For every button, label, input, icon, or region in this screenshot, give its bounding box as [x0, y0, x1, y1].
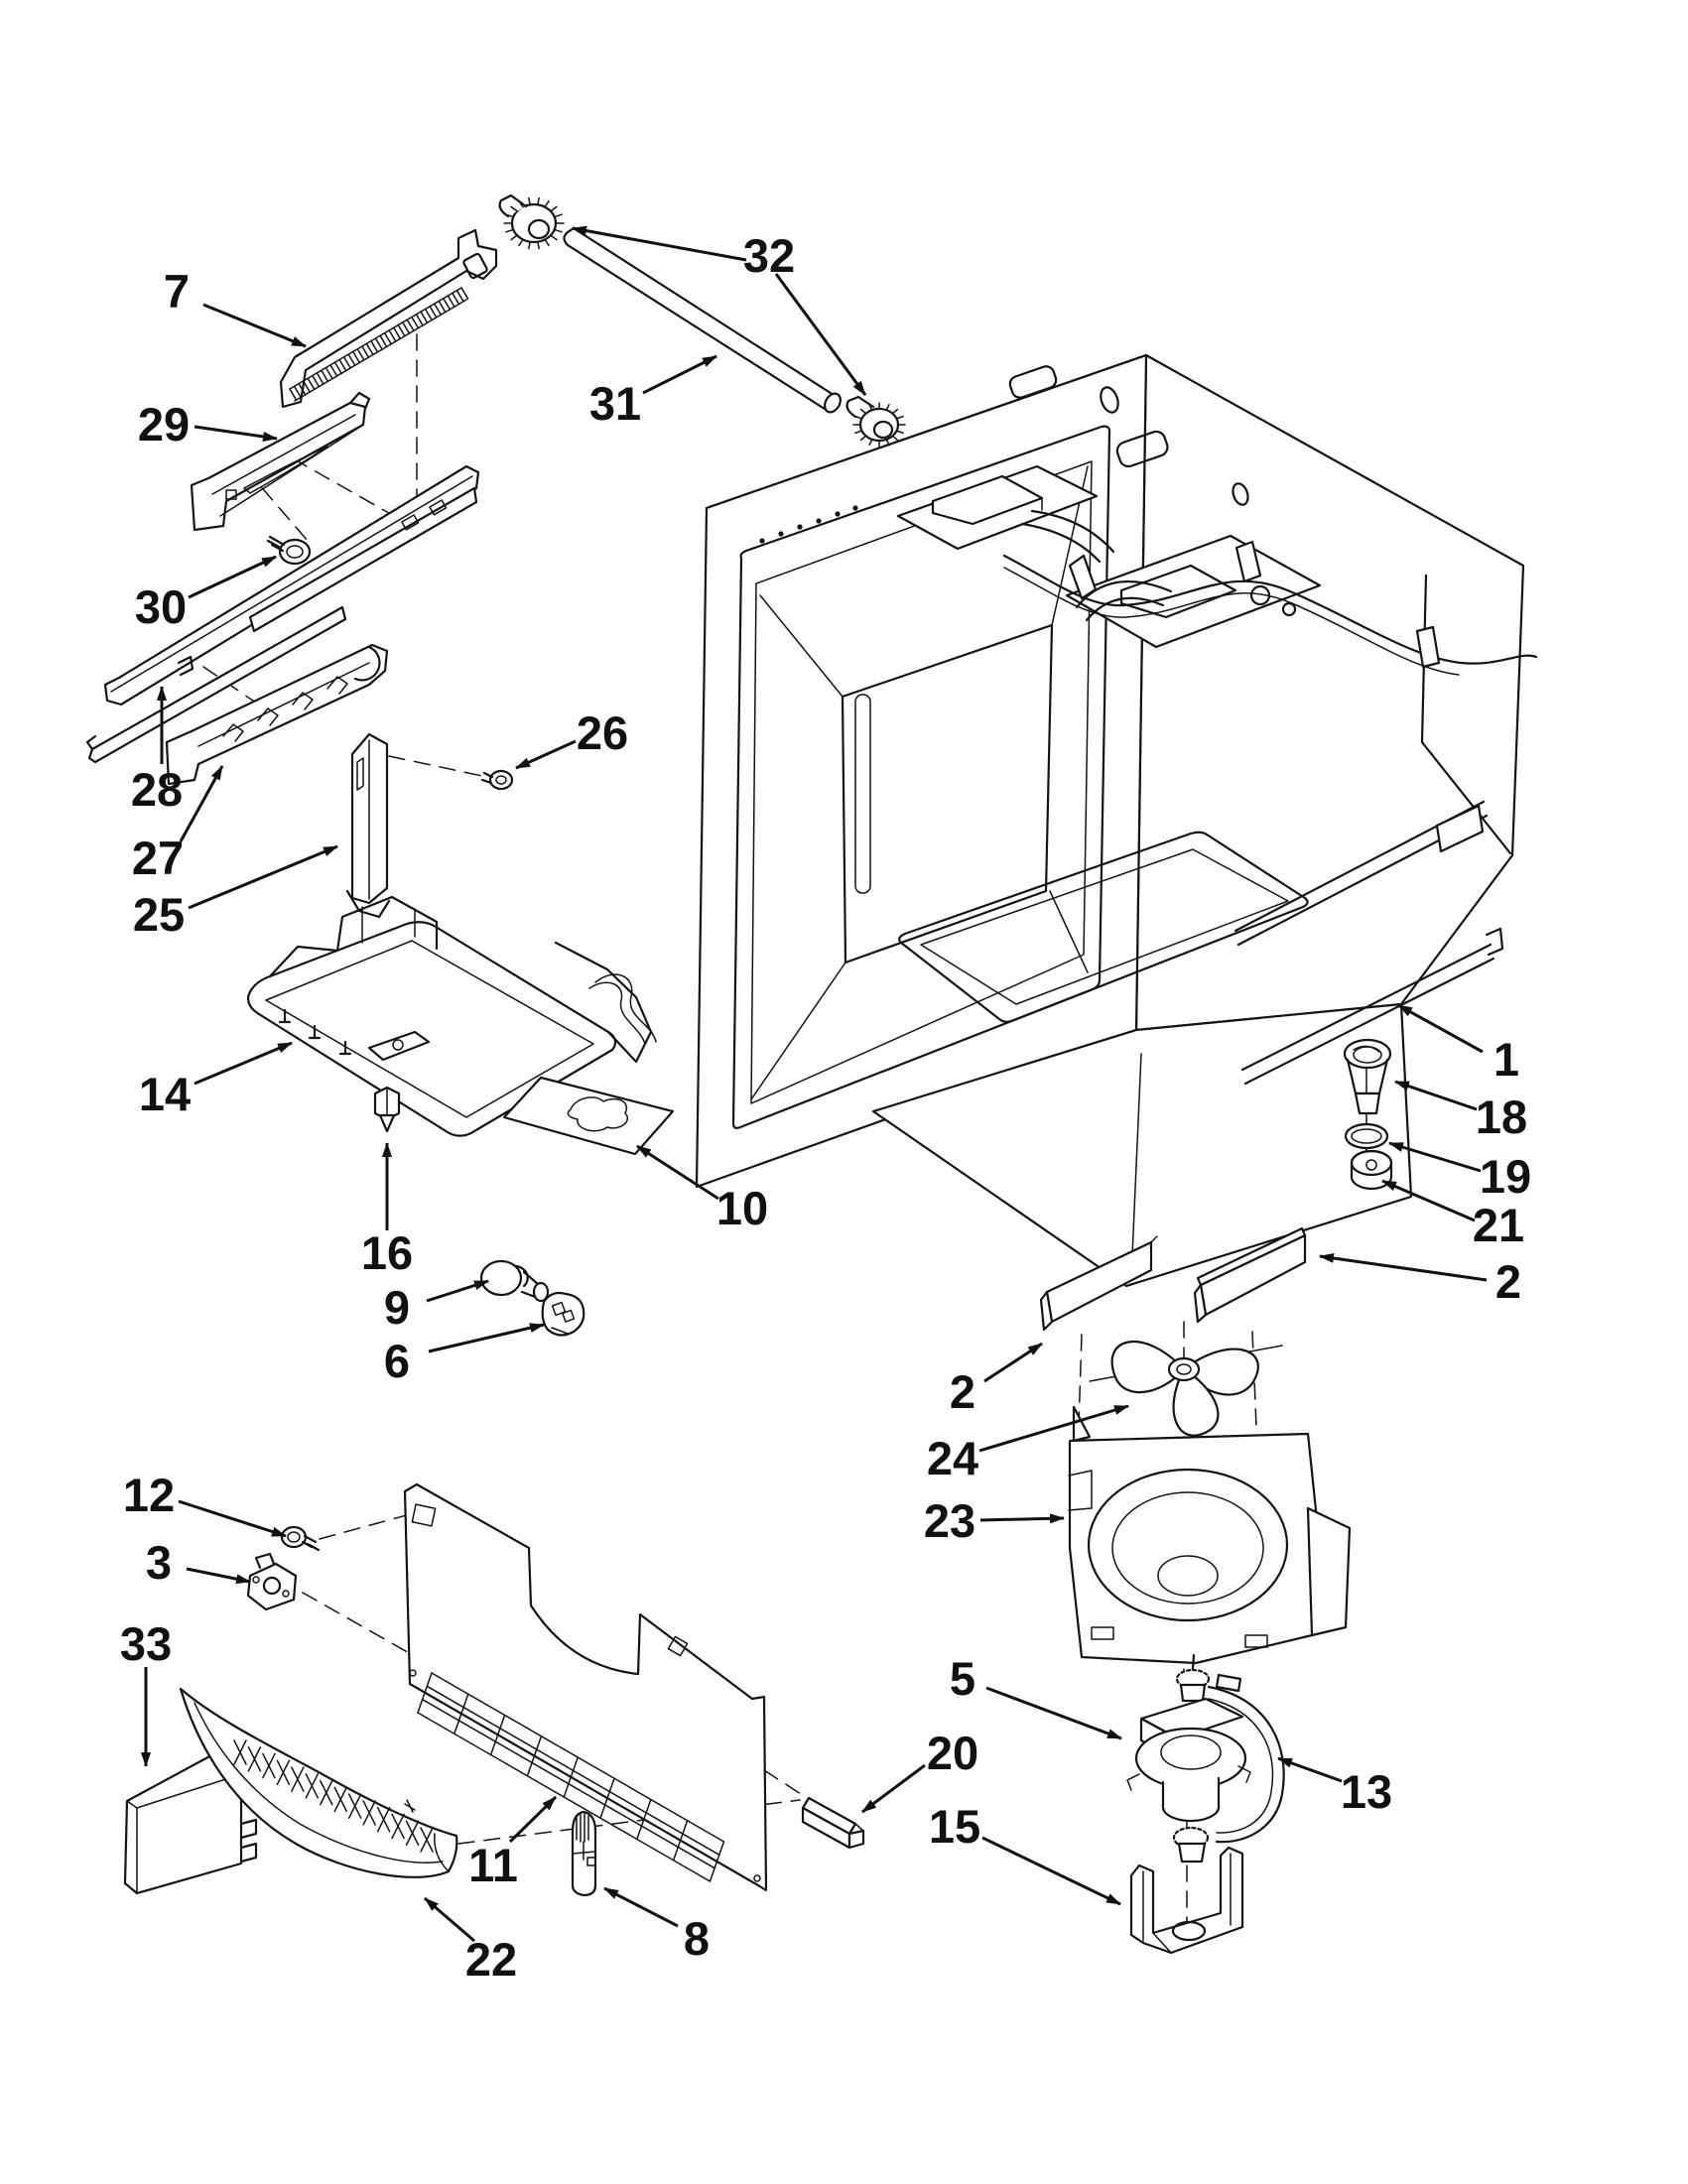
callout-label-23-16: 23 [923, 1494, 976, 1547]
callout-arrow-8 [604, 1888, 678, 1926]
callout-arrow-3 [187, 1569, 250, 1582]
callout-label-19-11: 19 [1479, 1150, 1532, 1203]
callout-label-2-13: 2 [1494, 1255, 1522, 1308]
drive-gear-2-icon [847, 397, 905, 447]
callout-label-31-7: 31 [588, 377, 642, 430]
callout-arrow-2 [1320, 1256, 1487, 1280]
callout-label-15-19: 15 [928, 1800, 981, 1853]
callout-arrow-20 [862, 1765, 925, 1812]
callout-label-1-9: 1 [1493, 1033, 1520, 1086]
callout-arrow-2 [984, 1344, 1042, 1381]
callout-arrow-5 [986, 1688, 1121, 1738]
fan-shroud [1069, 1407, 1350, 1663]
callout-arrow-9 [427, 1281, 488, 1301]
callout-label-30-2: 30 [134, 580, 188, 633]
callout-arrow-7 [203, 305, 306, 346]
callout-arrow-13 [1278, 1758, 1342, 1781]
callout-label-24-15: 24 [926, 1432, 979, 1484]
callout-label-18-10: 18 [1475, 1091, 1528, 1143]
callout-label-10-23: 10 [715, 1182, 769, 1234]
callout-arrow-26 [516, 741, 576, 768]
callout-label-26-6: 26 [576, 707, 629, 759]
sensor-mount [248, 1554, 296, 1609]
callout-label-9-24: 9 [383, 1281, 411, 1334]
mounting-plate-bracket [347, 734, 389, 917]
callout-label-5-17: 5 [949, 1652, 976, 1705]
bracket-screw [482, 771, 512, 789]
drive-gear-icon [500, 195, 564, 248]
callout-label-21-12: 21 [1472, 1199, 1525, 1251]
callout-label-7-0: 7 [163, 265, 191, 318]
callout-arrow-29 [195, 427, 277, 439]
callout-arrow-25 [189, 846, 337, 908]
callout-arrow-12 [179, 1501, 286, 1536]
callout-arrow-11 [510, 1797, 556, 1842]
callout-label-6-25: 6 [383, 1335, 411, 1387]
rail-mounting-screw [268, 537, 310, 564]
callout-label-12-26: 12 [122, 1469, 176, 1521]
callout-label-3-27: 3 [145, 1536, 173, 1589]
callout-arrow-6 [429, 1325, 544, 1351]
callout-label-14-21: 14 [138, 1068, 192, 1120]
callout-label-13-20: 13 [1340, 1765, 1393, 1818]
callout-arrow-15 [982, 1838, 1120, 1904]
callout-arrow-23 [980, 1518, 1064, 1520]
drawer-glide-rack [281, 230, 496, 407]
callout-label-28-3: 28 [130, 763, 184, 816]
light-bulb [481, 1261, 556, 1302]
fan-blade [1090, 1342, 1282, 1436]
panel-screw [282, 1527, 319, 1550]
callout-label-22-30: 22 [464, 1933, 518, 1986]
foam-block-bar [764, 1770, 863, 1848]
callout-label-25-5: 25 [132, 888, 186, 941]
callout-label-27-4: 27 [131, 832, 185, 884]
bulb-socket [543, 1293, 584, 1336]
callout-label-33-28: 33 [119, 1617, 173, 1670]
callout-arrow-1 [1398, 1005, 1483, 1052]
callout-label-29-1: 29 [137, 398, 191, 450]
instruction-sheet [504, 1078, 673, 1154]
callout-label-8-31: 8 [683, 1912, 711, 1965]
tray-clip [375, 1088, 399, 1131]
callout-arrow-31 [643, 356, 716, 393]
callout-label-11-29: 11 [468, 1839, 518, 1891]
callout-label-2-14: 2 [949, 1365, 976, 1418]
callout-arrow-14 [195, 1043, 292, 1084]
callout-label-16-22: 16 [360, 1226, 414, 1279]
callout-label-32-8: 32 [742, 229, 796, 282]
callout-label-20-18: 20 [926, 1727, 979, 1779]
thermostat [573, 1812, 595, 1895]
motor-grommet-lower [1174, 1828, 1208, 1862]
